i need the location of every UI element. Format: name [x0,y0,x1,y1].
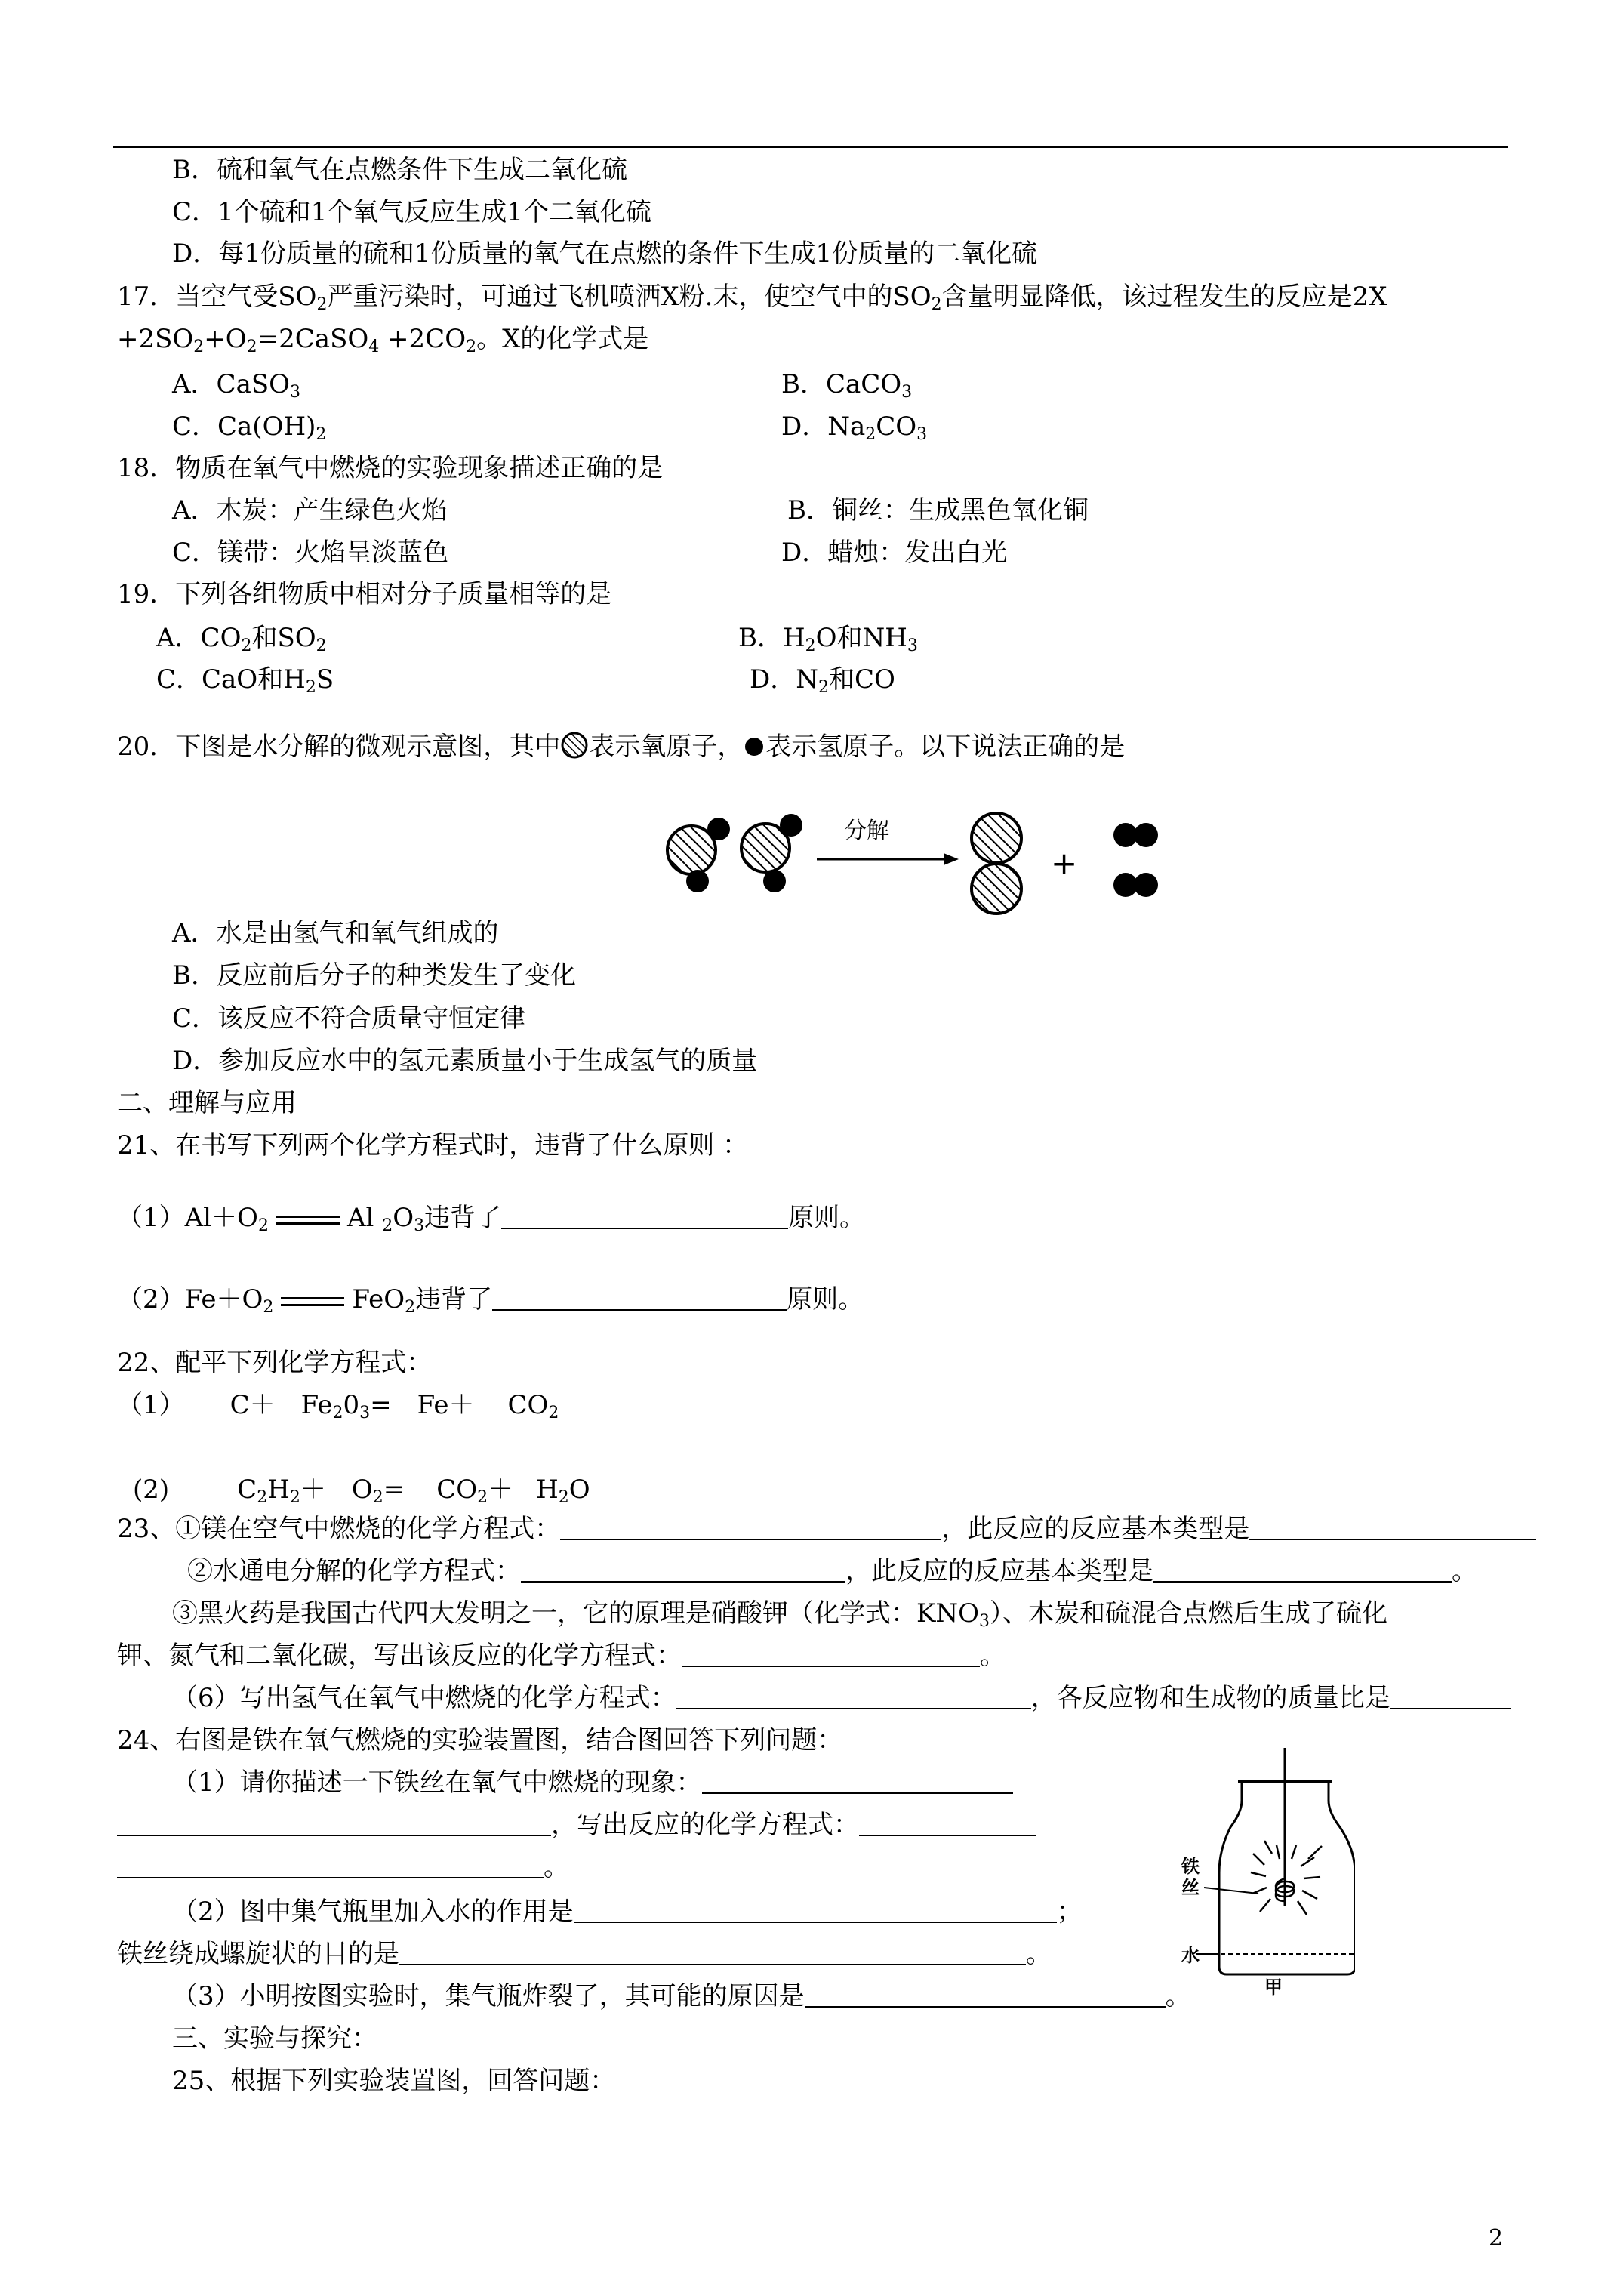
q20-option-b: B．反应前后分子的种类发生了变化 [172,960,576,991]
q24-spiral-purpose-blank[interactable] [399,1938,1026,1965]
q24-equation-blank[interactable] [859,1809,1036,1836]
q23-mg-reaction-type-blank[interactable] [1249,1513,1536,1540]
iron-combustion-apparatus [1181,1744,1355,1997]
q23-water-equation-blank[interactable] [521,1555,845,1583]
oxygen-molecule [972,813,1021,914]
q21-part2: $(2)Fe+O_2$ FeO$_2$违背了 原则。 [117,1284,864,1317]
q24-part2-line1: （2）图中集气瓶里加入水的作用是 ； [172,1897,1083,1927]
q22-equation-2: (2) $C_2H_2+ O_2= CO_2+ H_2O$ [133,1475,590,1507]
q19-option-a: A．$CO_2$和$SO_2$ [156,623,327,655]
plus-sign: + [1051,845,1078,882]
q24-part1-line3: 。 [117,1850,569,1885]
q16-option-d: D．每1份质量的硫和1份质量的氧气在点燃的条件下生成1份质量的二氧化硫 [172,239,1038,269]
q21-answer-1-blank[interactable] [501,1202,788,1229]
q19-option-b: B．$H_2O$和$NH_3$ [738,623,918,655]
hydrogen-molecule [1113,823,1158,847]
q17-option-c: C．$Ca(OH)_2$ [172,411,327,444]
q23-mg-equation-blank[interactable] [560,1513,941,1540]
q23-gunpowder-equation-blank[interactable] [682,1640,980,1667]
q21-answer-2-blank[interactable] [492,1284,787,1311]
hydrogen-atom-icon [743,735,765,758]
arrow-label: 分解 [844,818,889,844]
q20-option-c: C．该反应不符合质量守恒定律 [172,1003,526,1034]
q19-option-c: C．CaO和$H_2S$ [156,664,334,697]
q24-stem: 24、右图是铁在氧气燃烧的实验装置图，结合图回答下列问题： [117,1725,843,1755]
q20-option-a: A．水是由氢气和氧气组成的 [172,918,499,948]
q25-stem: 25、根据下列实验装置图，回答问题： [172,2066,616,2096]
q24-crack-reason-blank[interactable] [805,1980,1166,2008]
q23-water-reaction-type-blank[interactable] [1153,1555,1452,1583]
q23-part3-line1: ③黑火药是我国古代四大发明之一，它的原理是硝酸钾（化学式：$KNO_3$）、木炭和硫混合点燃后生成了硫化 [172,1598,1388,1631]
q16-option-b: B．硫和氧气在点燃条件下生成二氧化硫 [172,155,627,185]
q23-part2: ②水通电分解的化学方程式： ，此反应的反应基本类型是 。 [187,1556,1477,1586]
label-iron: 铁 [1181,1856,1200,1877]
q22-equation-1: （1） $C+ Fe_20_3= Fe+ CO_2$ [117,1390,559,1422]
q17-option-b: B．CaCO$_3$ [781,369,913,402]
q22-stem: 22、配平下列化学方程式： [117,1348,433,1378]
water-molecule [741,814,802,892]
q24-water-purpose-blank[interactable] [574,1896,1057,1923]
q23-hydrogen-equation-blank[interactable] [676,1682,1031,1709]
q21-stem: 21、在书写下列两个化学方程式时，违背了什么原则 ： [117,1130,749,1160]
label-wire: 丝 [1181,1877,1200,1898]
section-3-title: 三、实验与探究： [172,2023,377,2054]
q17-option-a: A．CaSO$_3$ [172,369,301,402]
q19-option-d: D．$N_2$和CO [750,664,895,697]
q24-equation-blank-cont[interactable] [117,1851,544,1878]
q23-mass-ratio-blank[interactable] [1390,1682,1511,1709]
q23-part1: 23、①镁在空气中燃烧的化学方程式： ，此反应的反应基本类型是 [117,1512,1536,1546]
q18-option-a: A．木炭：产生绿色火焰 [172,495,448,525]
oxygen-atom-icon [560,731,589,760]
header-rule [113,146,1508,148]
label-water: 水 [1181,1945,1200,1966]
water-decomposition-diagram [649,808,1178,921]
q18-stem: 18．物质在氧气中燃烧的实验现象描述正确的是 [117,453,664,483]
water-molecule [667,818,730,892]
q18-option-c: C．镁带：火焰呈淡蓝色 [172,538,449,568]
q20-option-d: D．参加反应水中的氢元素质量小于生成氢气的质量 [172,1046,758,1076]
q18-option-d: D．蜡烛：发出白光 [781,538,1008,568]
page-number: 2 [1489,2225,1504,2251]
q23-part3-line2: 钾、氮气和二氧化碳，写出该反应的化学方程式： 。 [117,1641,1006,1671]
q16-option-c: C．1个硫和1个氧气反应生成1个二氧化硫 [172,197,651,227]
q24-part1-line2: ，写出反应的化学方程式： [117,1808,1036,1842]
q18-option-b: B．铜丝：生成黑色氧化铜 [787,495,1089,525]
q20-stem: 20．下图是水分解的微观示意图，其中 表示氧原子， 表示氢原子。以下说法正确的是 [117,732,1126,762]
q24-part2-line2: 铁丝绕成螺旋状的目的是 。 [117,1939,1052,1969]
q24-phenomenon-blank[interactable] [702,1767,1013,1794]
q24-phenomenon-blank-cont[interactable] [117,1809,551,1836]
q21-part1: $(1)Al+O_2$ Al $_2O_3$违背了 原则。 [117,1203,866,1235]
q24-part1-line1: （1）请你描述一下铁丝在氧气中燃烧的现象： [172,1765,1013,1800]
q17-stem-line2: $+2SO_2+O_2=2CaSO_4 +2CO_2$。X的化学式是 [117,324,649,356]
section-2-title: 二、理解与应用 [117,1088,297,1118]
q17-option-d: D．$Na_2CO_3$ [781,411,928,444]
q23-part6: （6）写出氢气在氧气中燃烧的化学方程式： ，各反应物和生成物的质量比是 [172,1681,1511,1715]
hydrogen-molecule [1113,873,1158,897]
q19-stem: 19．下列各组物质中相对分子质量相等的是 [117,579,612,609]
label-jia: 甲 [1264,1977,1283,1997]
q17-stem-line1: 17．当空气受$SO_2$严重污染时，可通过飞机喷洒X粉.末，使空气中的$SO_2$含量明显降低，该过程发生的反应是2X [117,282,1387,314]
q24-part3: （3）小明按图实验时，集气瓶炸裂了，其可能的原因是 。 [172,1981,1191,2011]
